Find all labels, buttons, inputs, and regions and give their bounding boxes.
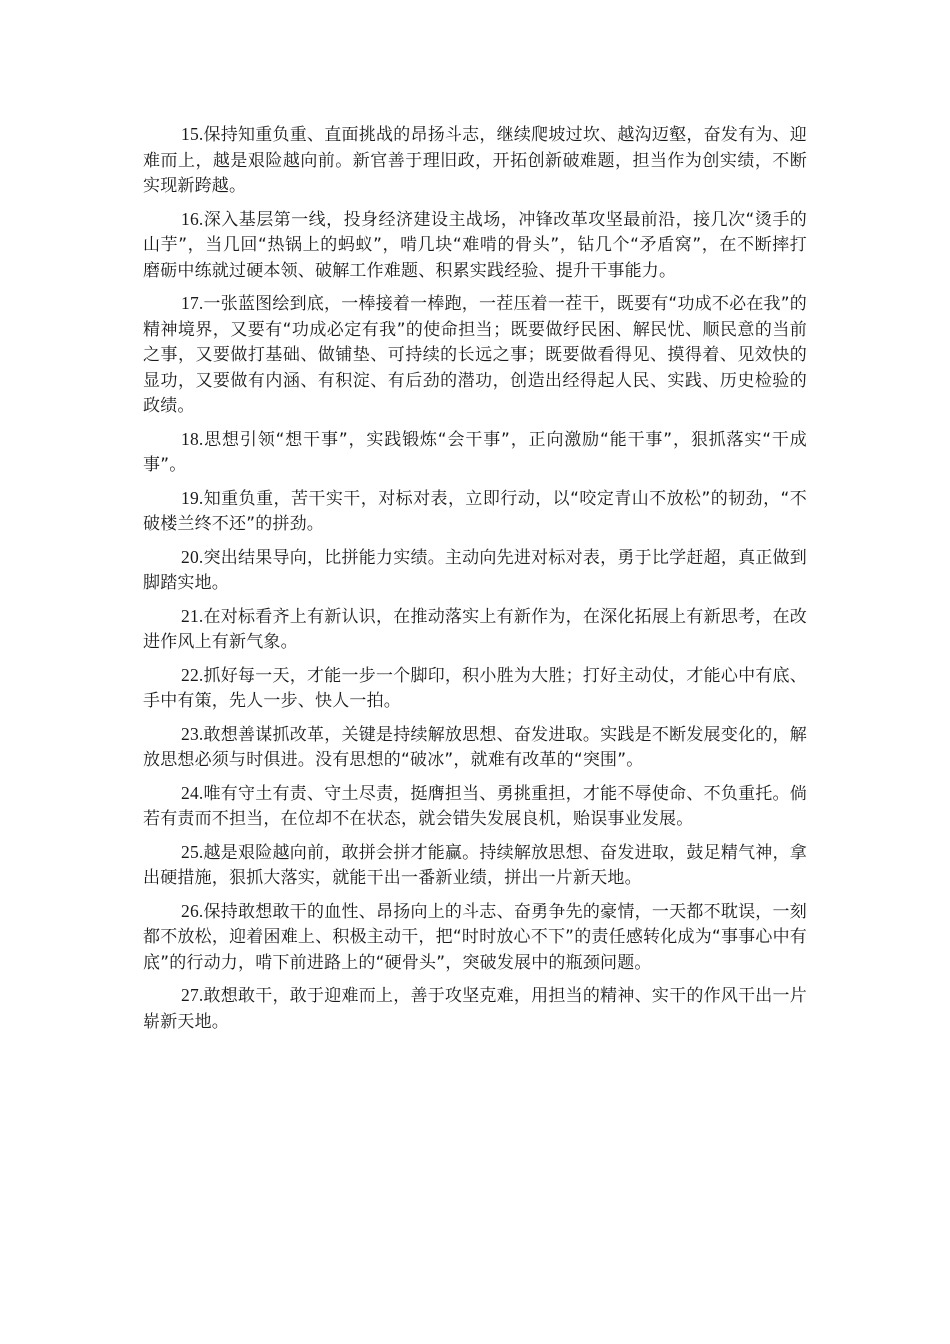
paragraph-text: 抓好每一天，才能一步一个脚印，积小胜为大胜；打好主动仗，才能心中有底、手中有策，先人一步、快人一拍。: [143, 665, 807, 711]
paragraph-27: [143, 983, 807, 1035]
paragraph-text: 深入基层第一线，投身经济建设主战场，冲锋改革攻坚最前沿，接几次“烫手的山芋”，当几回“热锅上的蚂蚁”，啃几块“难啃的骨头”，钻几个“矛盾窝”，在不断摔打磨砺中练就过硬本领、破解工作难题、积累实践经验、提升干事能力。: [143, 209, 807, 281]
paragraph-number: 16.: [181, 208, 204, 229]
paragraph-number: 24.: [181, 782, 204, 803]
paragraph-23: [143, 722, 807, 774]
paragraph-text: 思想引领“想干事”，实践锻炼“会干事”，正向激励“能干事”，狠抓落实“干成事”。: [143, 429, 807, 475]
paragraph-number: 17.: [181, 293, 204, 313]
paragraph-number: 18.: [181, 428, 204, 449]
paragraph-number: 20.: [181, 546, 204, 567]
paragraph-18: [143, 427, 807, 479]
paragraph-text: 知重负重，苦干实干，对标对表，立即行动，以“咬定青山不放松”的韧劲，“不破楼兰终不还”的拼劲。: [143, 488, 807, 534]
paragraph-15: [143, 122, 807, 200]
paragraph-20: [143, 545, 807, 597]
paragraph-number: 19.: [181, 487, 204, 508]
paragraph-text: 保持知重负重、直面挑战的昂扬斗志，继续爬坡过坎、越沟迈壑，奋发有为、迎难而上，越是艰险越向前。新官善于理旧政，开拓创新破难题，担当作为创实绩，不断实现新跨越。: [143, 125, 807, 196]
paragraph-26: [143, 899, 807, 977]
paragraph-25: [143, 840, 807, 892]
paragraph-text: 越是艰险越向前，敢拼会拼才能赢。持续解放思想、奋发进取，鼓足精气神，拿出硬措施，狠抓大落实，就能干出一番新业绩，拼出一片新天地。: [143, 842, 807, 888]
paragraph-text: 保持敢想敢干的血性、昂扬向上的斗志、奋勇争先的豪情，一天都不耽误，一刻都不放松，迎着困难上、积极主动干，把“时时放心不下”的责任感转化成为“事事心中有底”的行动力，啃下前进路上的“硬骨头”，突破发展中的瓶颈问题。: [143, 901, 807, 973]
paragraph-text: 突出结果导向，比拼能力实绩。主动向先进对标对表，勇于比学赶超，真正做到脚踏实地。: [143, 547, 807, 593]
paragraph-number: 26.: [181, 900, 204, 921]
paragraph-text: 唯有守土有责、守土尽责，挺膺担当、勇挑重担，才能不辱使命、不负重托。倘若有责而不担当，在位却不在状态，就会错失发展良机，贻误事业发展。: [143, 783, 807, 829]
paragraph-number: 27.: [181, 985, 204, 1005]
paragraph-number: 23.: [181, 723, 204, 744]
paragraph-19: [143, 486, 807, 538]
paragraph-number: 22.: [181, 664, 204, 685]
paragraph-21: [143, 604, 807, 656]
paragraph-24: [143, 781, 807, 833]
paragraph-text: 在对标看齐上有新认识，在推动落实上有新作为，在深化拓展上有新思考，在改进作风上有新气象。: [143, 606, 807, 652]
paragraph-22: [143, 663, 807, 715]
paragraph-number: 21.: [181, 605, 204, 626]
paragraph-text: 一张蓝图绘到底，一棒接着一棒跑，一茬压着一茬干，既要有“功成不必在我”的精神境界，又要有“功成必定有我”的使命担当；既要做纾民困、解民忧、顺民意的当前之事，又要做打基础、做铺垫、可持续的长远之事；既要做看得见、摸得着、见效快的显功，又要做有内涵、有积淀、有后劲的潜功，创造出经得起人民、实践、历史检验的政绩。: [143, 294, 807, 416]
paragraph-17: [143, 291, 807, 420]
document-body: [143, 122, 807, 1042]
paragraph-number: 25.: [181, 841, 204, 862]
paragraph-16: [143, 207, 807, 285]
paragraph-number: 15.: [181, 124, 204, 144]
paragraph-text: 敢想善谋抓改革，关键是持续解放思想、奋发进取。实践是不断发展变化的，解放思想必须与时俱进。没有思想的“破冰”，就难有改革的“突围”。: [143, 724, 807, 770]
paragraph-text: 敢想敢干，敢于迎难而上，善于攻坚克难，用担当的精神、实干的作风干出一片崭新天地。: [143, 986, 807, 1032]
